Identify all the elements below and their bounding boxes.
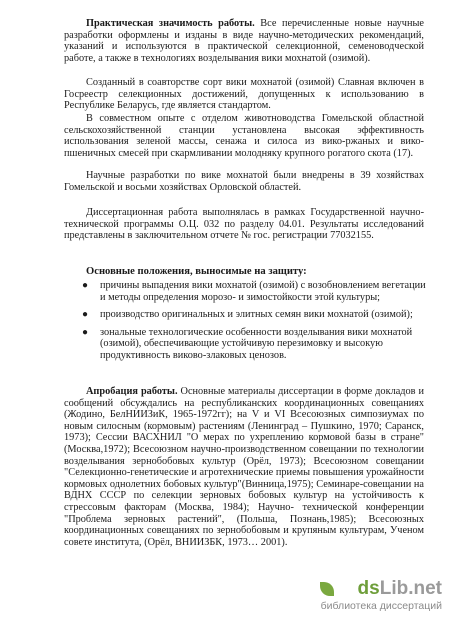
paragraph-approbation (64, 386, 424, 548)
defense-points-list (64, 280, 426, 368)
list-item-text: производство оригинальных и элитных семян вики мохнатой (озимой); (100, 309, 413, 321)
paragraph-lead: Апробация работы. (86, 386, 178, 397)
leaf-icon (320, 582, 334, 596)
list-item (64, 309, 426, 321)
paragraph-program: Диссертационная работа выполнялась в рамках Государственной научно-технической программы О.Ц. 032 по разделу 04.01. Результаты исследований представлены в заключительном отчете № гос. регистрации 77032155. (64, 207, 424, 242)
paragraph-implementation: Научные разработки по вике мохнатой были внедрены в 39 хозяйствах Гомельской и восьми хозяйствах Орловской областей. (64, 170, 424, 193)
bullet-icon: ● (82, 309, 89, 321)
list-item (64, 327, 426, 362)
watermark-logo (318, 578, 442, 614)
bullet-icon: ● (82, 326, 89, 338)
paragraph-practical-significance (64, 18, 424, 64)
section-heading: Основные положения, выносимые на защиту: (86, 266, 307, 277)
paragraph-joint-experiment: В совместном опыте с отделом животноводства Гомельской областной сельскохозяйственной станции установлена высокая эффективность использования зеленой массы, сенажа и силоса из вико-ржаных и вико-пшеничных смесей при скармливании молодняку крупного рогатого скота (17). (64, 113, 424, 159)
paragraph-variety: Созданный в соавторстве сорт вики мохнатой (озимой) Славная включен в Госреестр селекционных достижений, допущенных к использованию в Республике Беларусь, где является стандартом. (64, 77, 424, 112)
watermark-tagline: библиотека диссертаций (320, 600, 442, 612)
list-item-text: причины выпадения вики мохнатой (озимой) с возобновлением вегетации и методы определения морозо- и зимостойкости этой культуры; (100, 280, 426, 303)
paragraph-body: Основные материалы диссертации в форме докладов и сообщений обсуждались на республиканских координационных совещаниях (Жодино, БелНИИЗиК, 1965-1972гг); на V и VI Всесоюзных симпозиумах по новым силосным (кормовым) растениям (Ленинград – Пушкино, 1970; Саранск, 1973); Сессии ВАСХНИЛ "О мерах по ухреплению кормовой базы в стране" (Москва,1972); Всесоюзном научно-производственном совещании по технологии возделывания зернобобовых культур (Орёл, 1973); Всесоюзном совещании "Селекционно-генетические и агротехнические приемы повышения урожайности кормовых однолетних бобовых культур"(Винница,1975); Семинаре-совещании на ВДНХ СССР по селекции зерновых бобовых культур на устойчивость к стрессовым факторам (Москва, 1984); Научно- технической конференции "Проблема зерновых растений", (Польша, Познань,1985); Всесоюзных координационных совещаниях по зернобобовым и крупяным культурам, Ученом совете института, (Орёл, ВНИИЗБК, 1973… 2001). (64, 386, 425, 548)
list-item (64, 280, 426, 303)
bullet-icon: ● (82, 280, 89, 291)
paragraph-body: Все перечисленные новые научные разработки оформлены и изданы в виде научно-методических рекомендаций, указаний и используются в практической селекционной, семеноводческой работе, а также в технологиях возделывания вики мохнатой (озимой). (64, 18, 424, 64)
paragraph-lead: Практическая значимость работы. (86, 18, 255, 29)
list-item-text: зональные технологические особенности возделывания вики мохнатой (озимой), обеспечивающие устойчивую перезимовку и высокую продуктивность виково-злаковых ценозов. (100, 326, 413, 361)
watermark-brand: dsLib.net (357, 578, 442, 599)
